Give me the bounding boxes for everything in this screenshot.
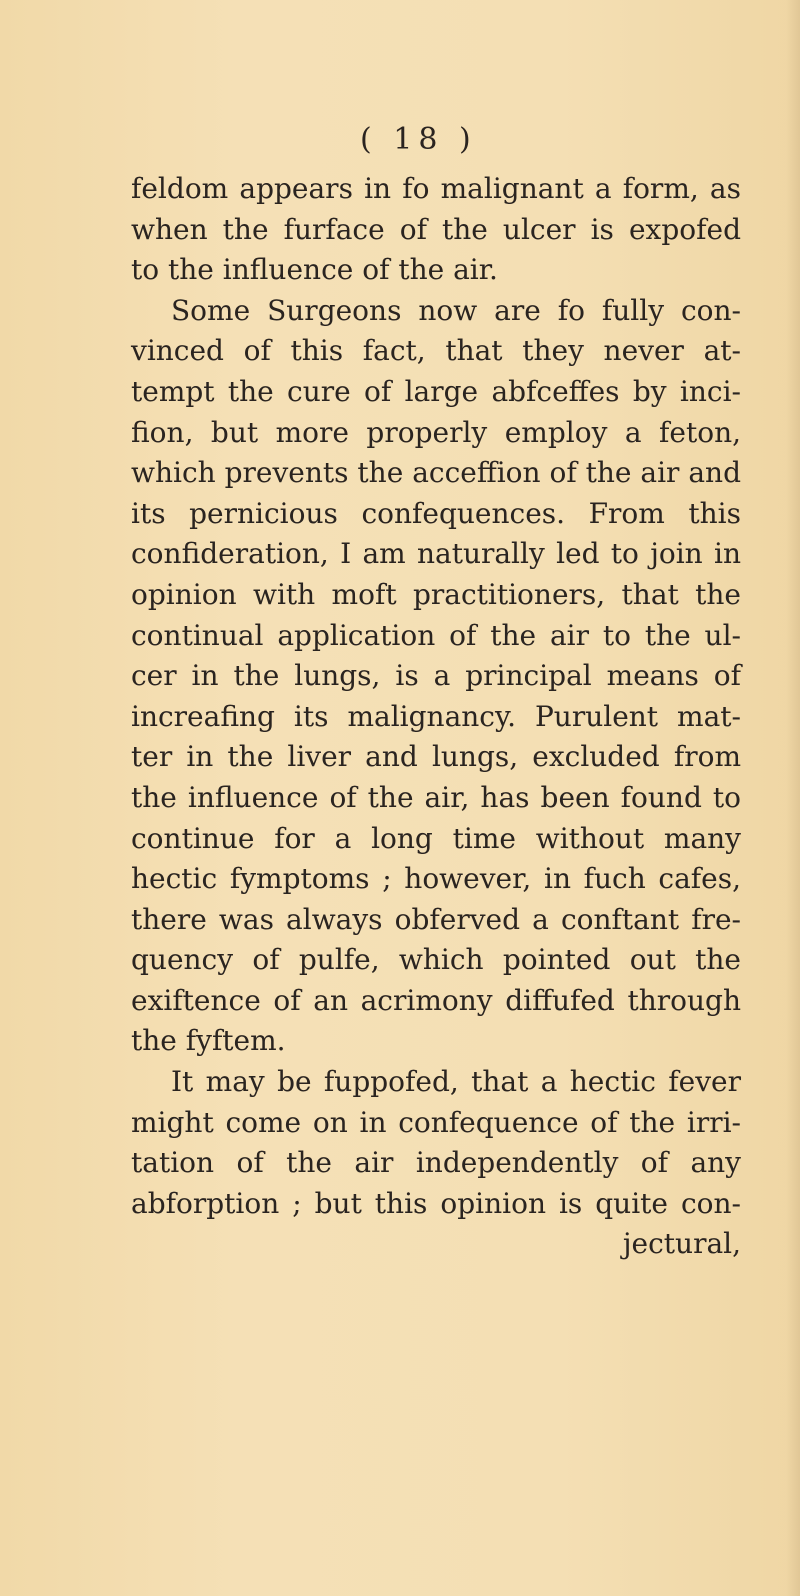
- text-line: vinced of this fact, that they never at-: [131, 334, 741, 368]
- text-line: confideration, I am naturally led to join in: [131, 537, 741, 571]
- text-line: hectic fymptoms ; however, in fuch cafes,: [131, 862, 741, 896]
- text-line: fion, but more properly employ a feton,: [131, 415, 741, 449]
- text-line: abforption ; but this opinion is quite con-: [131, 1186, 741, 1220]
- text-line: continual application of the air to the ul-: [131, 618, 741, 652]
- text-line: there was always obferved a conftant fre-: [131, 902, 741, 936]
- text-line: to the influence of the air.: [131, 253, 498, 287]
- text-line: might come on in confequence of the irri-: [131, 1105, 741, 1139]
- text-line: increafing its malignancy. Purulent mat-: [131, 699, 741, 733]
- body-text: [131, 169, 741, 1265]
- text-line: Some Surgeons now are fo fully con-: [171, 293, 741, 327]
- text-line: the influence of the air, has been found to: [131, 780, 741, 814]
- catchword-line: jectural,: [622, 1227, 741, 1261]
- text-line: quency of pulfe, which pointed out the: [131, 943, 741, 977]
- text-line: ter in the liver and lungs, excluded from: [131, 740, 741, 774]
- text-line: its pernicious confequences. From this: [131, 496, 741, 530]
- text-line: opinion with moft practitioners, that the: [131, 577, 741, 611]
- text-line: the fyftem.: [131, 1024, 286, 1058]
- text-line: feldom appears in fo malignant a form, as: [131, 172, 741, 205]
- text-line: which prevents the acceffion of the air and: [131, 456, 741, 490]
- text-line: exiftence of an acrimony diffufed through: [131, 983, 741, 1017]
- page-edge-shadow: [786, 0, 800, 1596]
- text-line: tation of the air independently of any: [131, 1146, 741, 1180]
- text-line: continue for a long time without many: [131, 821, 741, 855]
- text-line: It may be fuppofed, that a hectic fever: [171, 1065, 741, 1099]
- text-line: tempt the cure of large abfceffes by inci-: [131, 374, 741, 408]
- page-number-header: ( 18 ): [360, 122, 477, 157]
- text-line: when the furface of the ulcer is expofed: [131, 212, 741, 246]
- text-line: cer in the lungs, is a principal means of: [131, 659, 741, 693]
